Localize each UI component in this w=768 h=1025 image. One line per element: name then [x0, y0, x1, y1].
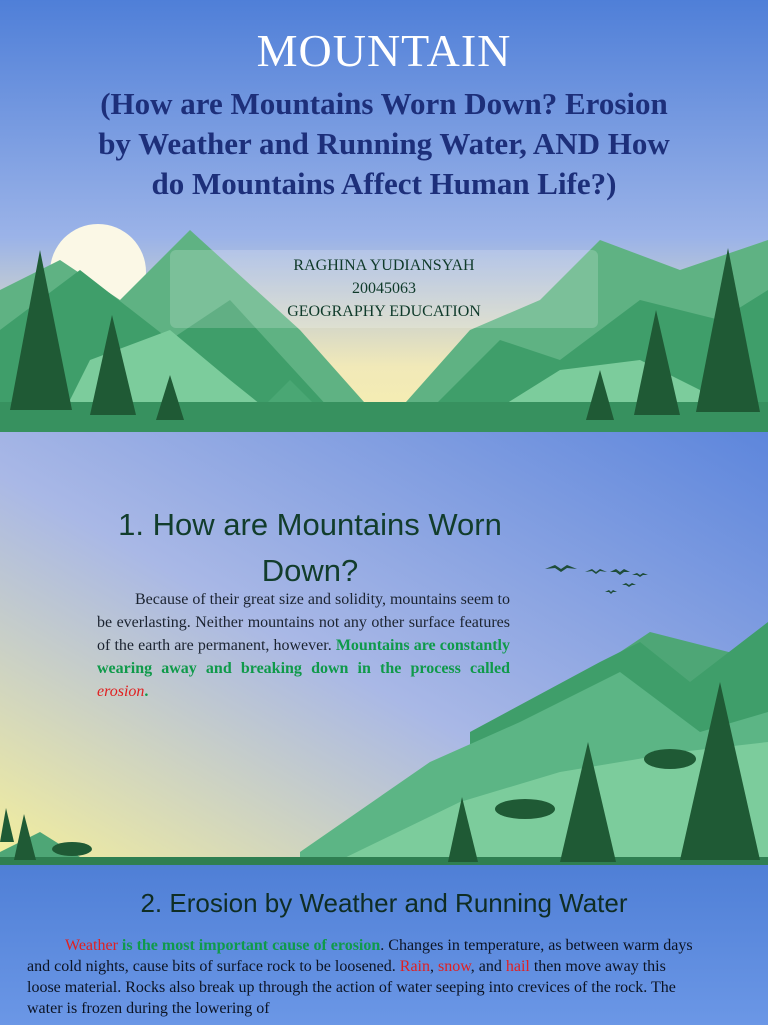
weather-text-c: then move away this loose material. Rocks also break up through the action of water seeping into crevices of the rock. The water is frozen during the lowering of: [27, 958, 676, 1017]
body-highlight-text: Mountains are constantly wearing away and breaking down in the process called: [97, 637, 511, 677]
program-name: GEOGRAPHY EDUCATION: [287, 303, 481, 320]
term-rain: Rain: [399, 958, 430, 975]
comma-separator: ,: [430, 958, 438, 975]
section-body-weather: [27, 935, 697, 1019]
term-hail: hail: [505, 958, 530, 975]
weather-text-a: . Changes in temperature, as between warm days and cold nights, cause bits of surface rock to be loosened.: [27, 937, 693, 975]
student-id: 20045063: [352, 280, 416, 297]
title-slide: [0, 0, 768, 432]
bush-icon: [495, 799, 555, 819]
weather-highlight-text: is the most important cause of erosion: [117, 937, 381, 954]
term-snow: snow: [438, 958, 471, 975]
author-info-box: [170, 250, 598, 328]
page-subtitle: (How are Mountains Worn Down? Erosion by Weather and Running Water, AND How do Mountains Affect Human Life?): [98, 86, 670, 201]
section-heading-worn-down: 1. How are Mountains Worn Down?: [118, 507, 502, 588]
section-body-worn-down: [97, 588, 510, 703]
term-weather: Weather: [65, 937, 118, 954]
weather-erosion-slide: [0, 865, 768, 1025]
bush-icon: [52, 842, 92, 856]
author-name: RAGHINA YUDIANSYAH: [293, 257, 475, 274]
weather-text-b: , and: [470, 958, 506, 975]
erosion-term: erosion: [97, 683, 145, 700]
section-heading-weather: 2. Erosion by Weather and Running Water: [140, 888, 628, 918]
bush-icon: [644, 749, 696, 769]
page-title: MOUNTAIN: [256, 25, 512, 76]
body-plain-text: Because of their great size and solidity, mountains seem to be everlasting. Neither mountains not any other surface features of the earth are permanent, however.: [97, 591, 510, 654]
body-end-punctuation: .: [144, 683, 149, 700]
erosion-intro-slide: [0, 432, 768, 865]
